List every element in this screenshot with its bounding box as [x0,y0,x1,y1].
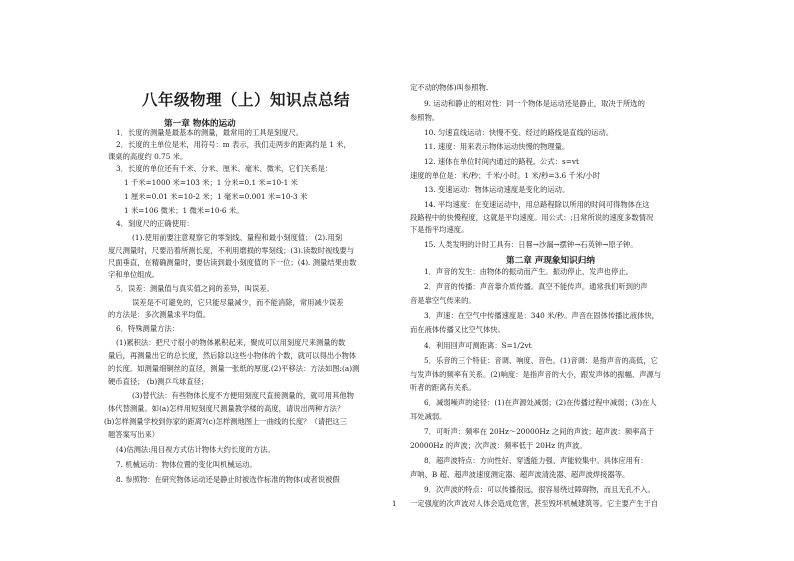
chapter2-heading: 第二章 声现象知识归纳 [506,256,595,266]
text-line: (1).使用前要注意观察它的零刻线、量程和最小刻度值； (2).用刻 [132,233,343,242]
text-line: 题答案写出来） [108,430,160,439]
text-line: 12. 速体在单位时间内通过的路程。公式：s=vt [424,157,579,166]
text-line: 段路程中的快慢程度，这就是平均速度。用公式：;日常所说的速度多数情况 [410,213,654,222]
text-line: 硬币直径； (b)测乒乓球直径； [108,377,209,386]
text-line: 3．长度的单位还有千米、分米、厘米、毫米、微米，它们关系是： [116,164,333,173]
text-line: 一定强度的次声波对人体会造成危害，甚至毁坏机械建筑等。它主要产生于自 [410,499,659,508]
text-line: 4．刻度尺的正确使用： [116,219,194,228]
text-line: 14. 平均速度：在变速运动中，用总路程除以所用的时间可得物体在这 [424,200,650,209]
text-line: 听者的距离有关系。 [410,383,476,392]
text-line: 7. 机械运动：物体位置的变化叫机械运动。 [116,460,257,469]
page-number: 1 [392,500,397,508]
text-line: 2．声音的传播：声音靠介质传播。真空不能传声。通常我们听到的声 [424,282,648,291]
text-line: 音是靠空气传来的。 [410,296,476,305]
text-line: 1 千米=1000 米=103 米；1 分米=0.1 米=10-1 米 [124,178,298,187]
text-line: 8．超声波特点：方向性好、穿透能力强、声能较集中。具体应用有： [424,456,648,465]
text-line: 参照物。 [410,113,440,122]
text-line: 下是指平均速度。 [410,225,469,234]
text-line: 10. 匀速直线运动：快慢不变、经过的路线是直线的运动。 [424,128,614,137]
text-line: (b)怎样测量学校到你家的距离?(c)怎样测地图上一曲线的长度？（请把这三 [104,417,347,426]
text-line: (3)替代法：有些物体长度不方便用刻度尺直接测量的，就可用其他物 [132,391,354,400]
text-line: 量后，再测量出它的总长度，然后除以这些小物体的个数，就可以得出小物体 [108,351,357,360]
text-line: (1)累积法：把尺寸很小的物体累积起来，聚成可以用刻度尺来测量的数 [116,338,346,347]
text-line: 声呐、B 超、超声波速度测定器、超声波清洗器、超声波焊接器等。 [410,470,630,479]
text-line: 耳处减弱。 [410,412,447,421]
text-line: 8. 参照物：在研究物体运动还是静止时被选作标准的物体(或者说被假 [116,475,340,484]
text-line: 误差是不可避免的，它只能尽量减少，而不能消除，常用减少误差 [132,298,344,307]
text-line: 1．长度的测量是最基本的测量，最常用的工具是刻度尺。 [116,128,304,137]
text-line: 与发声体的频率有关系。(2)响度：是指声音的大小，跟发声体的振幅、声源与 [410,370,662,379]
text-line: 速度的单位是：米/秒；千米/小时。1 米/秒=3.6 千米/小时 [410,171,601,180]
text-line: 9. 运动和静止的相对性：同一个物体是运动还是静止，取决于所选的 [424,99,645,108]
text-line: 9．次声波的特点：可以传播很远，很容易绕过障碍物，而且无孔不入。 [424,485,655,494]
text-line: 而在液体传播又比空气体快。 [410,325,505,334]
text-line: 5．误差：测量值与真实值之间的差异，叫误差。 [116,284,274,293]
chapter1-heading: 第一章 物体的运动 [164,119,236,129]
text-line: 4．利用回声可测距离：S=1/2vt [424,341,532,350]
text-line: (4)估测法:用目视方式估计物体大约长度的方法。 [116,445,275,454]
text-line: 课桌的高度约 0.75 米。 [108,152,188,161]
text-line: 7．可听声：频率在 20Hz～20000Hz 之间的声波；超声波：频率高于 [424,427,655,436]
text-line: 15. 人类发明的计时工具有：日晷→沙漏→摆钟→石英钟→原子钟。 [424,240,638,249]
text-line: 度尺测量时，尺要沿着所测长度，不利用磨损的零刻线；(3).读数时视线要与 [108,246,355,255]
text-line: 定不动的物体)叫参照物. [410,83,489,92]
text-line: 6．减弱噪声的途径：(1)在声源处减弱；(2)在传播过程中减弱；(3)在人 [424,398,657,407]
text-line: 的方法是：多次测量求平均值。 [108,310,211,319]
text-line: 体代替测量。如(a)怎样用短刻度尺测量教学楼的高度，请说出两种方法？ [108,404,345,413]
document-title: 八年级物理（上）知识点总结 [141,90,350,109]
text-line: 2．长度的主单位是米，用符号：m 表示，我们走两步的距离约是 1 米， [116,140,351,149]
text-line: 尺面垂直，在精确测量时，要估读到最小刻度值的下一位；(4). 测量结果由数 [108,258,357,267]
text-line: 13. 变速运动：物体运动速度是变化的运动。 [424,185,570,194]
text-line: 1 米=106 微米；1 微米=10-6 米。 [124,206,244,215]
text-line: 20000Hz 的声波；次声波：频率低于 20Hz 的声波。 [410,441,587,450]
text-line: 11. 速度：用来表示物体运动快慢的物理量。 [424,142,570,151]
text-line: 字和单位组成。 [108,270,160,279]
text-line: 的长度。如测量细铜丝的直径，测量一张纸的厚度.(2)平移法：方法如图:(a)测 [108,364,360,373]
text-line: 1 厘米=0.01 米=10-2 米；1 毫米=0.001 米=10-3 米 [124,192,308,201]
text-line: 6．特殊测量方法： [116,324,180,333]
text-line: 1．声音的发生：由物体的振动而产生。振动停止，发声也停止。 [424,267,633,276]
text-line: 5．乐音的三个特征：音调、响度、音色。(1)音调：是指声音的高低，它 [424,356,658,365]
text-line: 3．声速：在空气中传播速度是：340 米/秒。声音在固体传播比液体快， [424,311,659,320]
